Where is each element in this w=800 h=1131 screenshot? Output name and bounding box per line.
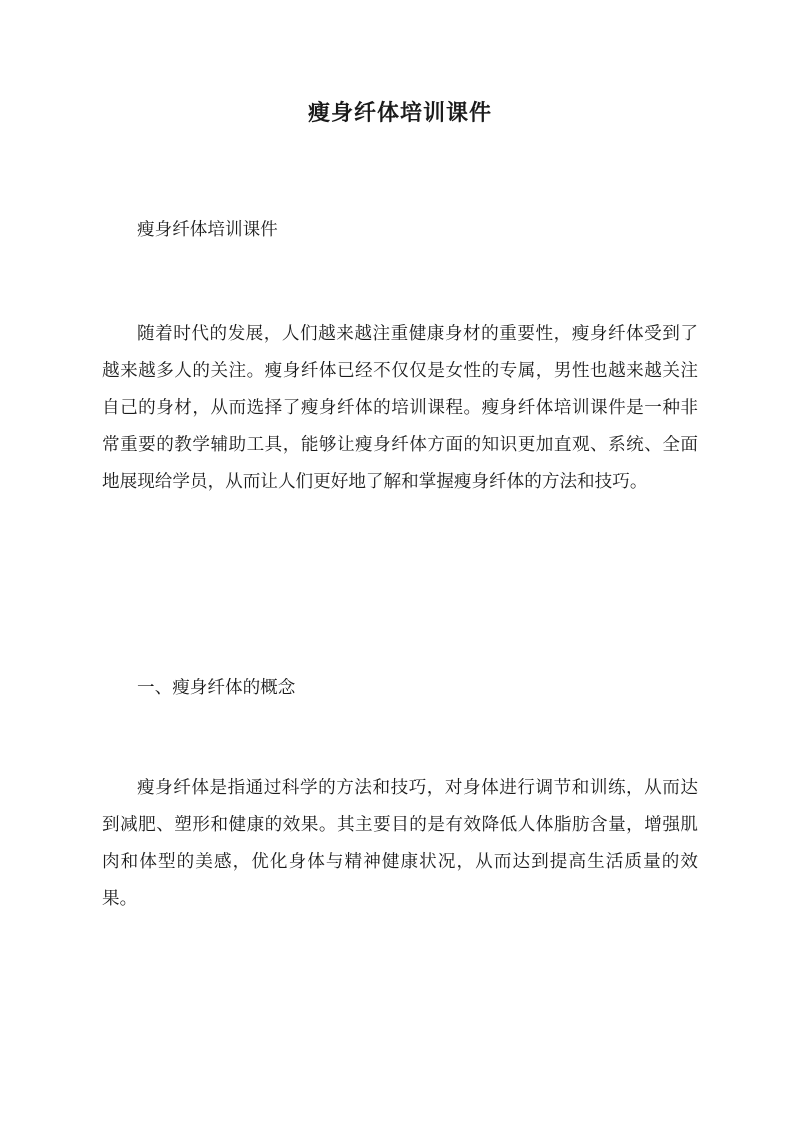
document-title: 瘦身纤体培训课件 — [307, 100, 492, 126]
intro-paragraph: 随着时代的发展，人们越来越注重健康身材的重要性，瘦身纤体受到了越来越多人的关注。瘦身纤体已经不仅仅是女性的专属，男性也越来越关注自己的身材，从而选择了瘦身纤体的培训课程。瘦身纤体培训课件是一种非常重要的教学辅助工具，能够让瘦身纤体方面的知识更加直观、系统、全面地展现给学员，从而让人们更好地了解和掌握瘦身纤体的方法和技巧。 — [102, 324, 698, 492]
section-heading-concept: 一、瘦身纤体的概念 — [137, 678, 296, 698]
document-subtitle: 瘦身纤体培训课件 — [137, 220, 278, 240]
concept-paragraph: 瘦身纤体是指通过科学的方法和技巧，对身体进行调节和训练，从而达到减肥、塑形和健康的效果。其主要目的是有效降低人体脂肪含量，增强肌肉和体型的美感，优化身体与精神健康状况，从而达到提高生活质量的效果。 — [102, 778, 698, 909]
